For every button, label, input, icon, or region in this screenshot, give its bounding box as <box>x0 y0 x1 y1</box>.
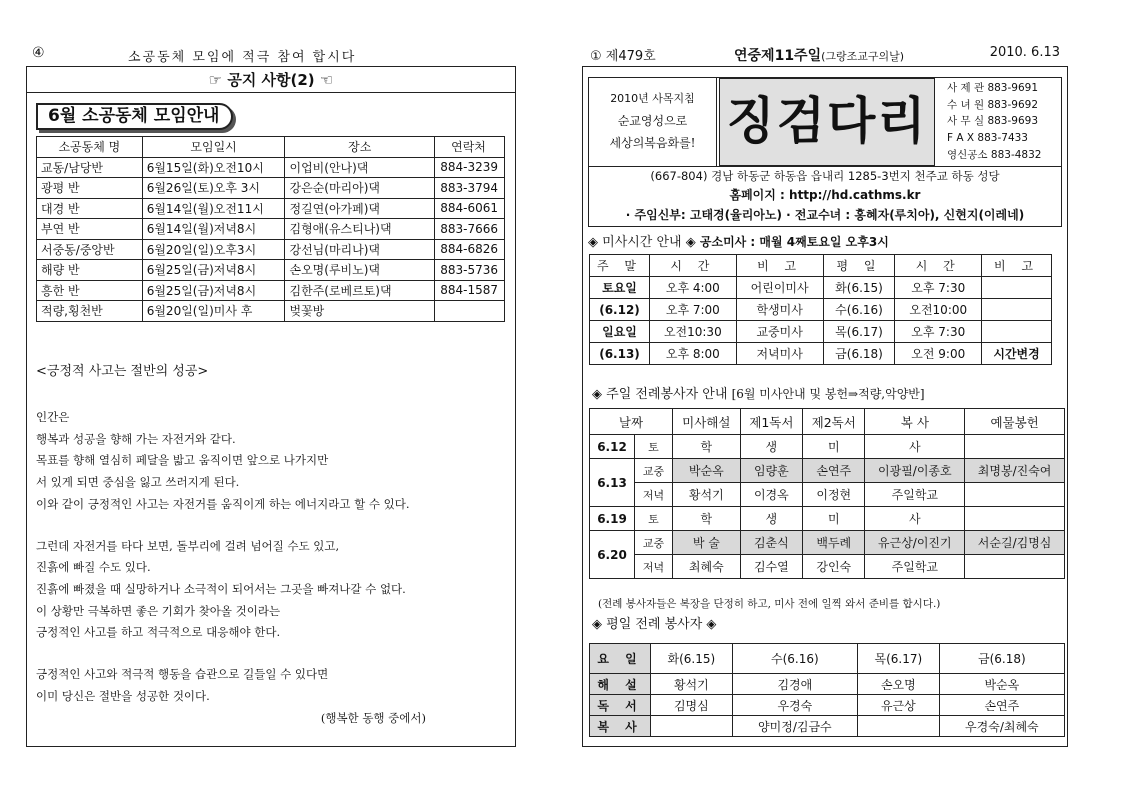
server-name: 서순길/김명심 <box>965 531 1065 555</box>
meeting-place: 이업비(안나)댁 <box>285 157 435 178</box>
service-date: 6.19 <box>590 507 635 531</box>
server-name: 유근상 <box>857 695 939 716</box>
bulletin-name: 징검다리 <box>726 91 928 150</box>
header-cell: 수(6.16) <box>732 644 857 674</box>
mass-note: 어린이미사 <box>736 277 823 299</box>
mass-note <box>982 277 1052 299</box>
contact-phone <box>435 301 505 322</box>
server-name: 최혜숙 <box>673 555 741 579</box>
sunday-servers-table <box>589 408 1065 579</box>
mass-time: 오후 7:30 <box>895 277 982 299</box>
mass-time: 오전10:30 <box>650 321 737 343</box>
table-row <box>37 301 505 322</box>
contact-phone: 884-1587 <box>435 280 505 301</box>
header-cell: 예물봉헌 <box>965 409 1065 435</box>
server-name: 박순옥 <box>673 459 741 483</box>
header-cell: 금(6.18) <box>939 644 1064 674</box>
essay-line: 이 상황만 극복하면 좋은 기회가 찾아올 것이라는 <box>36 603 281 618</box>
mass-note: 저녁미사 <box>736 343 823 365</box>
essay-line: 그런데 자전거를 타다 보면, 돌부리에 걸려 넘어질 수도 있고, <box>36 538 340 553</box>
server-name: 황석기 <box>651 674 733 695</box>
meeting-place: 강은순(마리아)댁 <box>285 178 435 199</box>
mass-note: 교중미사 <box>736 321 823 343</box>
essay <box>36 360 506 730</box>
service-label: 교중 <box>635 531 673 555</box>
left-slogan: 소공동체 모임에 적극 참여 합시다 <box>128 50 357 65</box>
server-name: 박 술 <box>673 531 741 555</box>
essay-line: 서 있게 되면 중심을 잃고 쓰러지게 된다. <box>36 475 240 490</box>
server-name <box>651 716 733 737</box>
mass-note: 시간변경 <box>982 343 1052 365</box>
server-name: 이경옥 <box>740 483 802 507</box>
table-row <box>590 531 1065 555</box>
server-name: 이정현 <box>803 483 865 507</box>
header-cell: 목(6.17) <box>857 644 939 674</box>
table-row <box>590 299 1052 321</box>
server-name <box>965 483 1065 507</box>
meeting-time: 6월20일(일)미사 후 <box>142 301 285 322</box>
weekday-table-header <box>590 644 1065 674</box>
week-title-text: 연중제11주일 <box>734 48 822 64</box>
student-mass-cell: 사 <box>865 507 965 531</box>
contact-line: 영신공소 883-4832 <box>947 148 1042 161</box>
sunday-title-text: ◈ 주일 전례봉사자 안내 <box>592 387 728 402</box>
server-name: 김수열 <box>740 555 802 579</box>
group-name: 부연 반 <box>37 219 143 240</box>
student-mass-cell: 생 <box>740 507 802 531</box>
header-cell: 평 일 <box>823 255 895 277</box>
table-row <box>590 695 1065 716</box>
contact-phone: 883-5736 <box>435 260 505 281</box>
sunday-title-note: [6월 미사안내 및 봉헌⇒적량,악양반] <box>731 387 925 401</box>
group-name: 서중동/중앙반 <box>37 239 143 260</box>
essay-title: <긍정적 사고는 절반의 성공> <box>36 364 209 379</box>
server-name: 유근상/이진기 <box>865 531 965 555</box>
meeting-place: 김형애(유스티나)댁 <box>285 219 435 240</box>
server-name <box>965 555 1065 579</box>
masthead <box>588 77 1062 227</box>
table-row <box>37 239 505 260</box>
service-label: 교중 <box>635 459 673 483</box>
essay-line: 긍정적인 사고를 하고 적극적으로 대응해야 한다. <box>36 625 281 640</box>
mass-note: 학생미사 <box>736 299 823 321</box>
table-row <box>590 321 1052 343</box>
server-name: 김춘식 <box>740 531 802 555</box>
student-mass-cell: 사 <box>865 435 965 459</box>
header-cell: 요 일 <box>590 644 651 674</box>
table-row <box>590 674 1065 695</box>
weekend-day: (6.12) <box>590 299 650 321</box>
server-name: 김명심 <box>651 695 733 716</box>
role-label: 독 서 <box>590 695 651 716</box>
meeting-place: 손오명(루비노)댁 <box>285 260 435 281</box>
server-name: 강인숙 <box>803 555 865 579</box>
table-row <box>590 716 1065 737</box>
header-cell: 시 간 <box>895 255 982 277</box>
essay-line: 이미 당신은 절반을 성공한 것이다. <box>36 688 210 703</box>
server-name <box>857 716 939 737</box>
table-row <box>37 219 505 240</box>
mass-schedule-table <box>589 254 1052 365</box>
meeting-place: 정길연(아가페)댁 <box>285 198 435 219</box>
server-name: 손오명 <box>857 674 939 695</box>
mass-time: 오후 4:00 <box>650 277 737 299</box>
mass-time: 오후 8:00 <box>650 343 737 365</box>
servers-notice: (전례 봉사자들은 복장을 단정히 하고, 미사 전에 일찍 와서 준비를 합시다.) <box>598 598 941 610</box>
meeting-time: 6월20일(일)오후3시 <box>142 239 285 260</box>
service-date: 6.13 <box>590 459 635 507</box>
group-name: 대경 반 <box>37 198 143 219</box>
meeting-table <box>36 136 505 322</box>
homepage-link[interactable]: 홈페이지 : http://hd.cathms.kr <box>729 188 921 202</box>
table-row <box>590 435 1065 459</box>
role-label: 복 사 <box>590 716 651 737</box>
mission-mass-note: 공소미사 : 매월 4째토요일 오후3시 <box>699 235 889 249</box>
server-name: 주일학교 <box>865 555 965 579</box>
week-subtitle: (그랑조교구의날) <box>821 50 905 63</box>
group-name: 광평 반 <box>37 178 143 199</box>
server-name: 손연주 <box>939 695 1064 716</box>
weekend-day: (6.13) <box>590 343 650 365</box>
pastoral-motto <box>589 78 717 166</box>
contact-line: 사 무 실 883-9693 <box>947 115 1038 128</box>
table-row <box>37 157 505 178</box>
meeting-table-header <box>37 137 505 158</box>
essay-line: 인간은 <box>36 410 70 424</box>
table-row <box>37 260 505 281</box>
contact-line: 사 제 관 883-9691 <box>947 82 1038 94</box>
meeting-time: 6월25일(금)저녁8시 <box>142 280 285 301</box>
meeting-section-title: 6월 소공동체 모임안내 <box>36 103 233 130</box>
service-label: 토 <box>635 435 673 459</box>
table-row <box>37 198 505 219</box>
header-cell: 모임일시 <box>142 137 285 158</box>
mass-schedule-title <box>588 231 889 250</box>
weekday-servers-title: ◈ 평일 전례 봉사자 ◈ <box>592 617 717 632</box>
meeting-time: 6월26일(토)오후 3시 <box>142 178 285 199</box>
mass-table-header <box>590 255 1052 277</box>
meeting-place: 강선님(마리나)댁 <box>285 239 435 260</box>
header-cell: 시 간 <box>650 255 737 277</box>
essay-line: 진흙에 빠질 수도 있다. <box>36 560 151 575</box>
server-name: 임량훈 <box>740 459 802 483</box>
weekday-day: 금(6.18) <box>823 343 895 365</box>
meeting-time: 6월14일(월)오전11시 <box>142 198 285 219</box>
header-cell: 제2독서 <box>803 409 865 435</box>
left-page-number: ④ <box>32 45 45 61</box>
header-cell: 날짜 <box>590 409 673 435</box>
contact-phone: 883-3794 <box>435 178 505 199</box>
contact-line: 수 녀 원 883-9692 <box>947 98 1038 111</box>
weekday-day: 목(6.17) <box>823 321 895 343</box>
service-label: 토 <box>635 507 673 531</box>
essay-line: 목표를 향해 열심히 페달을 밟고 움직이면 앞으로 나가지만 <box>36 453 329 468</box>
mass-note <box>982 299 1052 321</box>
server-name: 최명봉/진숙여 <box>965 459 1065 483</box>
mass-time: 오후 7:00 <box>650 299 737 321</box>
meeting-place: 김한주(로베르토)댁 <box>285 280 435 301</box>
issue-number: ① 제479호 <box>590 49 656 64</box>
mass-time: 오전10:00 <box>895 299 982 321</box>
motto-line: 세상의복음화를! <box>609 136 696 150</box>
essay-line: 진흙에 빠졌을 때 실망하거나 소극적이 되어서는 그곳을 빠져나갈 수 없다. <box>36 581 406 596</box>
server-name: 이광필/이종호 <box>865 459 965 483</box>
header-cell: 주 말 <box>590 255 650 277</box>
table-row <box>590 483 1065 507</box>
weekday-day: 수(6.16) <box>823 299 895 321</box>
bulletin-logo <box>719 78 935 166</box>
essay-line: 이와 같이 긍정적인 사고는 자전거를 움직이게 하는 에너지라고 할 수 있다. <box>36 496 410 511</box>
header-cell: 비 고 <box>736 255 823 277</box>
mass-time: 오후 7:30 <box>895 321 982 343</box>
service-label: 저녁 <box>635 555 673 579</box>
student-mass-cell: 생 <box>740 435 802 459</box>
contact-phone: 884-6061 <box>435 198 505 219</box>
motto-line: 순교영성으로 <box>617 114 688 128</box>
table-row <box>37 280 505 301</box>
group-name: 흥한 반 <box>37 280 143 301</box>
essay-line: 긍정적인 사고와 적극적 행동을 습관으로 길들일 수 있다면 <box>36 667 329 682</box>
mass-title-text: ◈ 미사시간 안내 ◈ <box>588 235 696 250</box>
sunday-table-header <box>590 409 1065 435</box>
mass-note <box>982 321 1052 343</box>
header-cell: 화(6.15) <box>651 644 733 674</box>
header-cell: 복 사 <box>865 409 965 435</box>
essay-source: (행복한 동행 중에서) <box>320 711 426 726</box>
week-title <box>734 45 904 65</box>
server-name: 주일학교 <box>865 483 965 507</box>
meeting-time: 6월25일(금)저녁8시 <box>142 260 285 281</box>
table-row <box>590 507 1065 531</box>
right-page-header <box>586 45 1066 65</box>
meeting-place: 벚꽃방 <box>285 301 435 322</box>
server-name: 양미정/김금수 <box>732 716 857 737</box>
group-name: 교동/남당반 <box>37 157 143 178</box>
meeting-time: 6월14일(월)저녁8시 <box>142 219 285 240</box>
group-name: 적량,횡천반 <box>37 301 143 322</box>
header-cell: 연락처 <box>435 137 505 158</box>
server-name: 김경애 <box>732 674 857 695</box>
church-address: (667-804) 경남 하동군 하동읍 읍내리 1285-3번지 천주교 하동 성당 <box>589 166 1061 186</box>
server-name: 우경숙/최혜숙 <box>939 716 1064 737</box>
weekday-servers-table <box>589 643 1065 737</box>
service-date: 6.20 <box>590 531 635 579</box>
table-row <box>590 555 1065 579</box>
sunday-servers-title <box>592 383 925 402</box>
student-mass-cell: 학 <box>673 507 741 531</box>
role-label: 해 설 <box>590 674 651 695</box>
empty-cell <box>965 507 1065 531</box>
student-mass-cell: 미 <box>803 507 865 531</box>
mass-time: 오전 9:00 <box>895 343 982 365</box>
weekend-day: 일요일 <box>590 321 650 343</box>
table-row <box>590 343 1052 365</box>
header-cell: 비 고 <box>982 255 1052 277</box>
empty-cell <box>965 435 1065 459</box>
table-row <box>37 178 505 199</box>
essay-line: 행복과 성공을 향해 가는 자전거와 같다. <box>36 431 236 446</box>
server-name: 우경숙 <box>732 695 857 716</box>
contact-line: F A X 883-7433 <box>947 132 1028 145</box>
service-date: 6.12 <box>590 435 635 459</box>
weekend-day: 토요일 <box>590 277 650 299</box>
left-page-header <box>28 45 516 65</box>
issue-date: 2010. 6.13 <box>989 45 1060 60</box>
student-mass-cell: 미 <box>803 435 865 459</box>
contact-phone: 884-3239 <box>435 157 505 178</box>
table-row <box>590 277 1052 299</box>
clergy-line: · 주임신부: 고태경(율리아노) · 전교수녀 : 홍혜자(루치아), 신현지(이레네) <box>625 208 1025 222</box>
table-row <box>590 459 1065 483</box>
contact-list <box>947 80 1061 164</box>
notice-title: ☞ 공지 사항(2) ☜ <box>27 67 515 93</box>
header-cell: 장소 <box>285 137 435 158</box>
server-name: 손연주 <box>803 459 865 483</box>
contact-phone: 884-6826 <box>435 239 505 260</box>
contact-phone: 883-7666 <box>435 219 505 240</box>
server-name: 황석기 <box>673 483 741 507</box>
student-mass-cell: 학 <box>673 435 741 459</box>
weekday-day: 화(6.15) <box>823 277 895 299</box>
service-label: 저녁 <box>635 483 673 507</box>
header-cell: 소공동체 명 <box>37 137 143 158</box>
header-cell: 제1독서 <box>740 409 802 435</box>
group-name: 해량 반 <box>37 260 143 281</box>
server-name: 박순옥 <box>939 674 1064 695</box>
server-name: 백두례 <box>803 531 865 555</box>
motto-year: 2010년 사목지침 <box>610 92 695 105</box>
header-cell: 미사해설 <box>673 409 741 435</box>
meeting-time: 6월15일(화)오전10시 <box>142 157 285 178</box>
